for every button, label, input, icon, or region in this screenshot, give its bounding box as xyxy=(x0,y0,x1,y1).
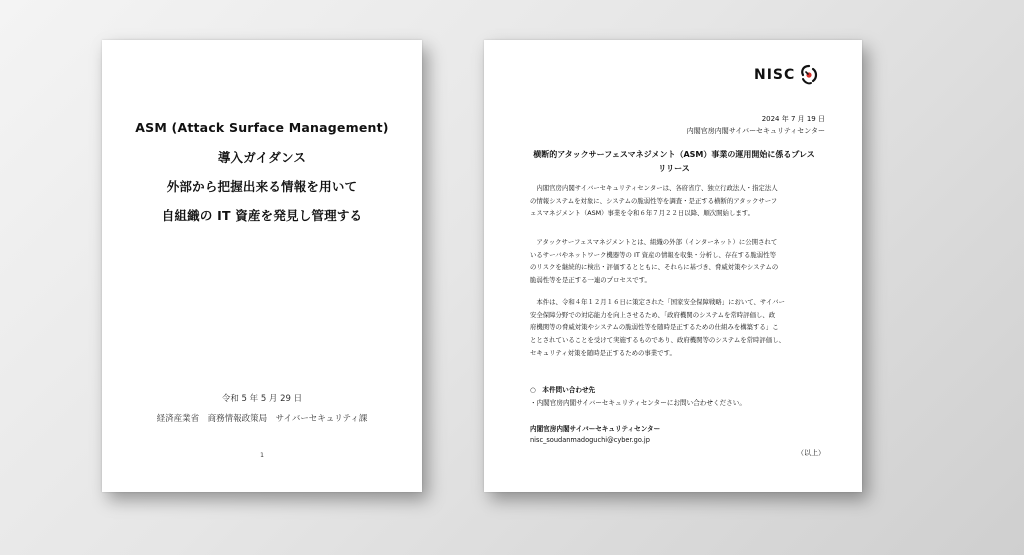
closing-mark: （以上） xyxy=(797,449,825,457)
paragraph-line: ェスマネジメント（ASM）事業を令和６年７月２２日以降、順次開始します。 xyxy=(530,209,754,218)
document-date: 令和 5 年 5 月 29 日 xyxy=(221,394,303,404)
document-title-line-3: 外部から把握出来る情報を用いて xyxy=(166,179,358,194)
nisc-logo-mark-icon xyxy=(797,63,821,87)
nisc-logo xyxy=(754,63,821,87)
body-paragraph-3 xyxy=(530,296,826,360)
body-paragraph-1 xyxy=(530,182,826,220)
guidance-document-page xyxy=(102,40,422,492)
paragraph-line: の情報システムを対象に、システムの脆弱性等を調査・是正する横断的アタックサーフ xyxy=(530,196,778,205)
headline-line-2: リリース xyxy=(658,164,690,173)
paragraph-line: 本件は、令和４年１２月１６日に策定された「国家安全保障戦略」において、サイバー xyxy=(530,298,785,306)
body-paragraph-2 xyxy=(530,236,826,287)
paragraph-line: 安全保障分野での対応能力を向上させるため、「政府機関のシステムを常時評価し、政 xyxy=(530,310,776,319)
paragraph-line: 府機関等の脅威対策やシステムの脆弱性等を随時是正するための仕組みを構築する」こ xyxy=(530,323,779,332)
paragraph-line: いるサーバやネットワーク機器等の IT 資産の情報を収集・分析し、存在する脆弱性等 xyxy=(530,250,776,259)
document-title-line-4: 自組織の IT 資産を発見し管理する xyxy=(161,208,363,223)
press-release-page xyxy=(484,40,862,492)
document-title-line-1: ASM (Attack Surface Management) xyxy=(135,120,389,135)
paragraph-line: ととされていることを受けて実施するものであり、政府機関等のシステムを常時評価し、 xyxy=(530,336,785,345)
document-organization: 経済産業省 商務情報政策局 サイバーセキュリティ課 xyxy=(156,414,368,424)
paragraph-line: 脆弱性等を是正する一連のプロセスです。 xyxy=(530,276,651,285)
page-number: 1 xyxy=(260,452,264,459)
paragraph-line: アタックサーフェスマネジメントとは、組織の外部（インターネット）に公開されて xyxy=(530,238,778,246)
contact-instruction: ・内閣官房内閣サイバーセキュリティセンターにお問い合わせください。 xyxy=(530,399,746,407)
headline-line-1: 横断的アタックサーフェスマネジメント（ASM）事業の運用開始に係るプレス xyxy=(533,150,815,159)
document-title-line-2: 導入ガイダンス xyxy=(217,150,307,165)
nisc-logo-text: NISC xyxy=(754,67,796,83)
release-date: 2024 年 7 月 19 日 xyxy=(761,115,825,123)
release-issuer: 内閣官房内閣サイバーセキュリティセンター xyxy=(686,127,825,135)
contact-heading: ○ 本件問い合わせ先 xyxy=(530,386,596,394)
paragraph-line: のリスクを継続的に検出・評価するとともに、それらに基づき、脅威対策やシステムの xyxy=(530,263,779,272)
paragraph-line: セキュリティ対策を随時是正するための事業です。 xyxy=(530,348,676,357)
paragraph-line: 内閣官房内閣サイバーセキュリティセンターは、各府省庁、独立行政法人・指定法人 xyxy=(530,184,778,192)
contact-organization: 内閣官房内閣サイバーセキュリティセンター xyxy=(530,425,661,433)
release-headline xyxy=(524,148,824,176)
contact-email: nisc_soudanmadoguchi@cyber.go.jp xyxy=(530,436,650,444)
